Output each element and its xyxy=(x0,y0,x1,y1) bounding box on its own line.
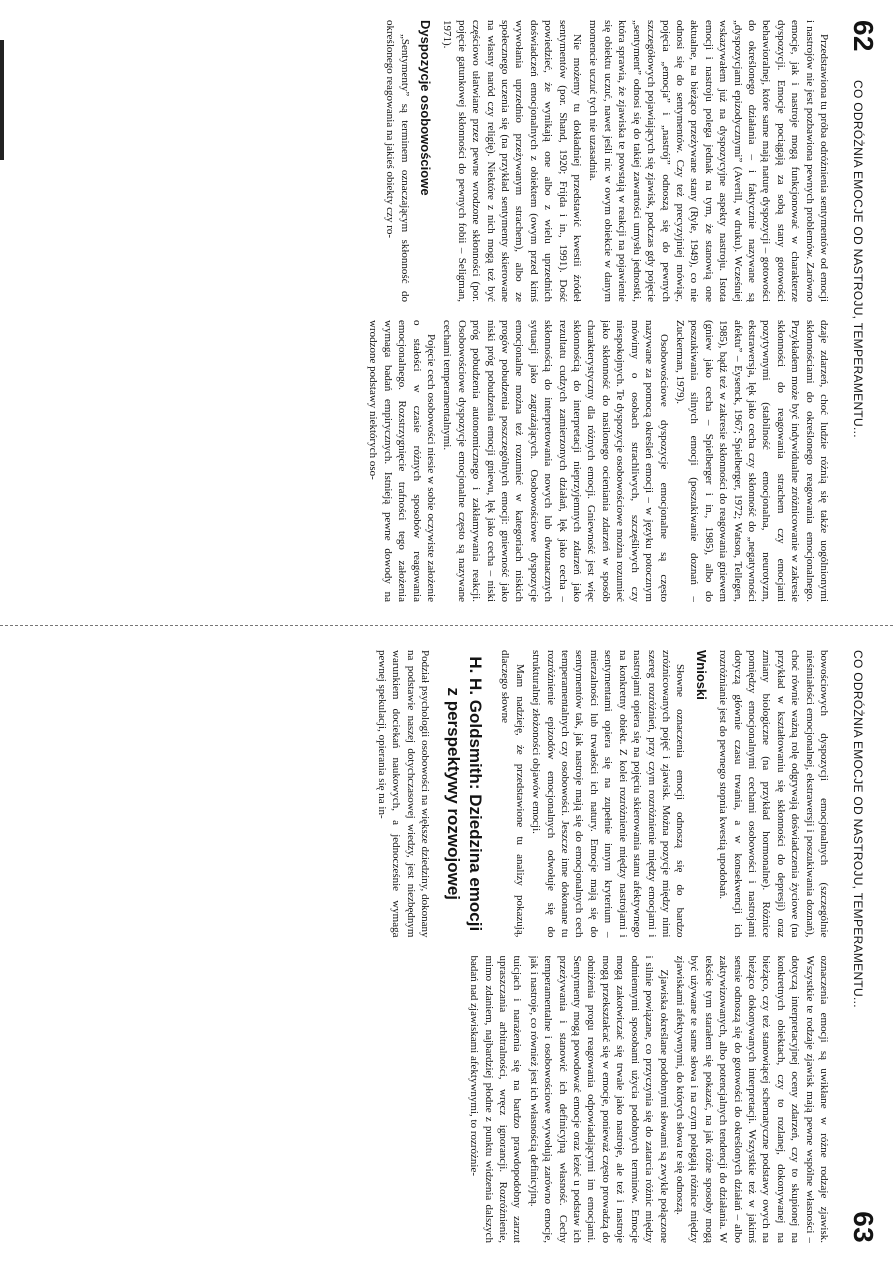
paragraph: Zjawiska określane podobnymi słowami są zwykle połączone i silnie powiązane, co przyczynia się do zatarcia różnic między odmiennymi sposobami użycia podobnych terminów. Emocje mogą zakotwiczać się trwale jako nastroje, ale też i nastroje mogą przekształcać się w emocje, ponieważ często prowadzą do obniżenia progu reagowania odpowiadającymi im emocjami. Sentymenty mogą powodować emocje oraz leżeć u podstaw ich przeżywania i stanowić ich definicyjną własność. Cechy temperamentalne i osobowościowe wywołują zarówno emocje, jak i nastroje, co również jest ich własnością definicyjną. xyxy=(527,955,670,1243)
paragraph: Przedstawiona tu próba odróżnienia sentymentów od emocji i nastrojów nie jest pozbawiona pewnych problemów. Zarówno emocje, jak i nastroje mogą funkcjonować w charakterze dyspozycji. Emocje pociągają za sobą stany gotowości behawioralnej, które same mają naturę dyspozycji – gotowości do określonego działania – i faktycznie nazywane są „dyspozycjami epizodycznymi” (Averill, w druku). Wcześniej wskazywałem już na dyspozycyjne aspekty nastroju. Istota emocji i nastroju polega jednak na tym, że stanowią one aktualne, na bieżąco przeżywane stany (Ryle, 1949), co nie odnosi się do sentymentów. Czy też precyzyjniej mówiąc, pojęcia „emocja” i „nastrój” odnoszą się do pewnych szczegółowych pojawiających się zjawisk, podczas gdy pojęcie „sentyment” odnosi się do takiej zawartości umysłu jednostki, która sprawia, że zjawiska te powstają w reakcji na pojawienie się obiektu uczuć, nawet jeśli nic w owym obiekcie w danym momencie uczuć tych nie uzasadnia. xyxy=(587,20,830,302)
paragraph: oznaczenia emocji są uwikłane w różne rodzaje zjawisk. Wszystkie te rodzaje zjawisk mają pewne wspólne własności – dotyczą interpretacyjnej oceny zdarzeń, czy to skupionej na konkretnych obiektach, czy to rozlanej, dokonywanej na bieżąco, czy też stanowiącej schematyczne podstawy owych na bieżąco dokonywanych interpretacji. Wszystkie też w jakimś sensie odnoszą się do gotowości do określonych działań – albo zaktywizowanych, albo potencjalnych tendencji do działania. W tekście tym starałem się pokazać, na jak różne sposoby mogą być używane te same słowa i na czym polegają różnice między zjawiskami afektywnymi, do których słowa te się odnoszą. xyxy=(673,955,830,1243)
running-header xyxy=(839,650,879,1243)
page-63-content xyxy=(0,630,893,1263)
paragraph: Słowne oznaczenia emocji odnoszą się do bardzo zróżnicowanych pojęć i zjawisk. Można pozycje między nimi szereg rozróżnień, przy czym rozróżnienie między emocjami i nastrojami opiera się na pojęciu skierowania stanu afektywnego na konkretny obiekt. Z kolei rozróżnienie między nastrojami i sentymentami opiera się na zupełnie innym kryterium – mierzalności lub trwałości ich natury. Emocje mają się do sentymentów tak, jak nastroje mają się do emocjonalnych cech temperamentalnych czy osobowości. Jeszcze inne dokonane tu rozróżnienie epizodów emocjonalnych odwołuje się do strukturalnej złożoności objawów emocji. xyxy=(530,650,687,938)
text-column-2 xyxy=(10,320,831,602)
text-columns xyxy=(10,650,831,1243)
paragraph: Mam nadzieję, że przedstawione tu analizy pokazują, dlaczego słowne xyxy=(499,650,526,938)
page-63 xyxy=(0,630,893,1263)
text-columns xyxy=(10,20,831,602)
page-62 xyxy=(0,0,893,622)
text-column-1 xyxy=(10,20,831,302)
text-column-1 xyxy=(10,650,831,938)
page-62-content xyxy=(0,0,893,622)
running-header xyxy=(839,20,879,602)
chapter-heading: H. H. Goldsmith: Dziedzina emocji z perspektywy rozwojowej xyxy=(444,656,486,932)
running-title: CO ODRÓŻNIA EMOCJE OD NASTROJU, TEMPERAMENTU... xyxy=(851,650,865,1008)
paragraph: tuicjach i narażenia się na bardzo prawdopodobny zarzut upraszczania arbitralności, wręcz ignorancji. Rozróżnienie, mimo zdaniem, najbardziej płodne z punktu widzenia dalszych badań nad zjawiskami afektywnymi, to rozróżnie- xyxy=(468,955,524,1243)
section-heading: Wnioski xyxy=(693,650,709,700)
page-number: 62 xyxy=(848,20,879,52)
text-column-2 xyxy=(10,956,831,1244)
paragraph: Nie możemy tu dokładniej przedstawić kwestii źródeł sentymentów (por. Shand, 1920; Frijda i in., 1991). Dość powiedzieć, że wynikają one albo z wielu uprzednich doświadczeń emocjonalnych z obiektem (owym przed kimś wywołania uprzednio przeżywanym strachem), albo ze społecznego uczenia się (na przykład sentymenty skierowane na własny naród czy religię). Niektóre z nich mogą też być częściowo ułatwiane przez pewne wrodzone skłonności (por. pojęcie gatunkowej skłonności do pewnych fobii – Seligman, 1971). xyxy=(441,20,584,302)
page-number: 63 xyxy=(848,1211,879,1243)
page-divider xyxy=(0,625,893,626)
paragraph: „Sentymenty” są terminem oznaczającym skłonność do określonego reagowania na jakieś obiekty czy ro- xyxy=(384,20,411,302)
paragraph: Podział psychologii osobowości na większe dziedziny, dokonany na podstawie naszej dotychczasowej wiedzy, jest niezbędnym warunkiem dociekań naukowych, a jednocześnie wymaga pewnej spekulacji, opierania się na in- xyxy=(375,650,432,938)
running-title: CO ODRÓŻNIA EMOCJE OD NASTROJU, TEMPERAMENTU... xyxy=(851,80,865,438)
section-heading: Dyspozycje osobowościowe xyxy=(418,20,434,196)
paragraph: dzaje zdarzeń, choć ludzie różnią się także uogólnionymi skłonnościami do określonego reagowania emocjonalnego. Przykładem może być indywidualne zróżnicowanie w zakresie skłonności do reagowania strachem czy emocjami pozytywnymi (stabilność emocjonalna, neurotyzm, ekstrawersja, lęk jako cecha czy skłonność do „negatywności afektu” – Eysenck, 1967; Spielberger, 1972; Watson, Tellegen, 1985), bądź też w zakresie skłonności do reagowania gniewem (gniew jako cecha – Spielberger i in., 1985), albo do poszukiwania silnych emocji (poszukiwanie doznań – Zuckerman, 1979). xyxy=(673,320,830,602)
paragraph: Osobowościowe dyspozycje emocjonalne są często nazywane za pomocą określeń emocji – w języku potocznym mówimy o osobach strachliwych, szczęśliwych czy niespokojnych. Te dyspozycje osobowościowe można rozumieć jako skłonność do nasilonego ocieniania zdarzeń w sposób charakterystyczny dla różnych emocji. Gniewność jest więc skłonnością do interpretacji nieprzyjemnych zdarzeń jako rezultatu cudzych zamierzonych działań, lęk jako cecha – skłonnością do interpretowania nowych lub dwuznacznych sytuacji jako zagrażających. Osobowościowe dyspozycje emocjonalne można też rozumieć w kategoriach niskich progów pobudzenia poszczególnych emocji: gniewność jako niski próg pobudzenia emocji gniewu, lęk jako cecha – niski próg pobudzenia autonomicznego i zakłamywania reakcji. Osobowościowe dyspozycje emocjonalne często są nazywane cechami temperamentalnymi. xyxy=(441,320,670,602)
paragraph: bowościowych dyspozycji emocjonalnych (szczególnie nieśmiałości emocjonalnej, ekstrawersji i poszukiwania doznań), choć równie ważną rolę odgrywają doświadczenia życiowe (na przykład w kształtowaniu się skłonności do depresji) oraz zmiany biologiczne (na przykład hormonalne). Różnice pomiędzy emocjonalnymi cechami osobowości i nastrojami dotyczą głównie czasu trwania, a w konsekwencji ich rozróżnianie jest do pewnego stopnia kwestią upodobań. xyxy=(717,650,830,938)
paragraph: Pojęcie cech osobowości niesie w sobie oczywiste założenie o stałości w czasie różnych sposobów reagowania emocjonalnego. Rozstrzygnięcie trafności tego założenia wymaga badań empirycznych. Istnieją pewne dowody na wrodzone podstawy niektórych oso- xyxy=(367,320,438,602)
